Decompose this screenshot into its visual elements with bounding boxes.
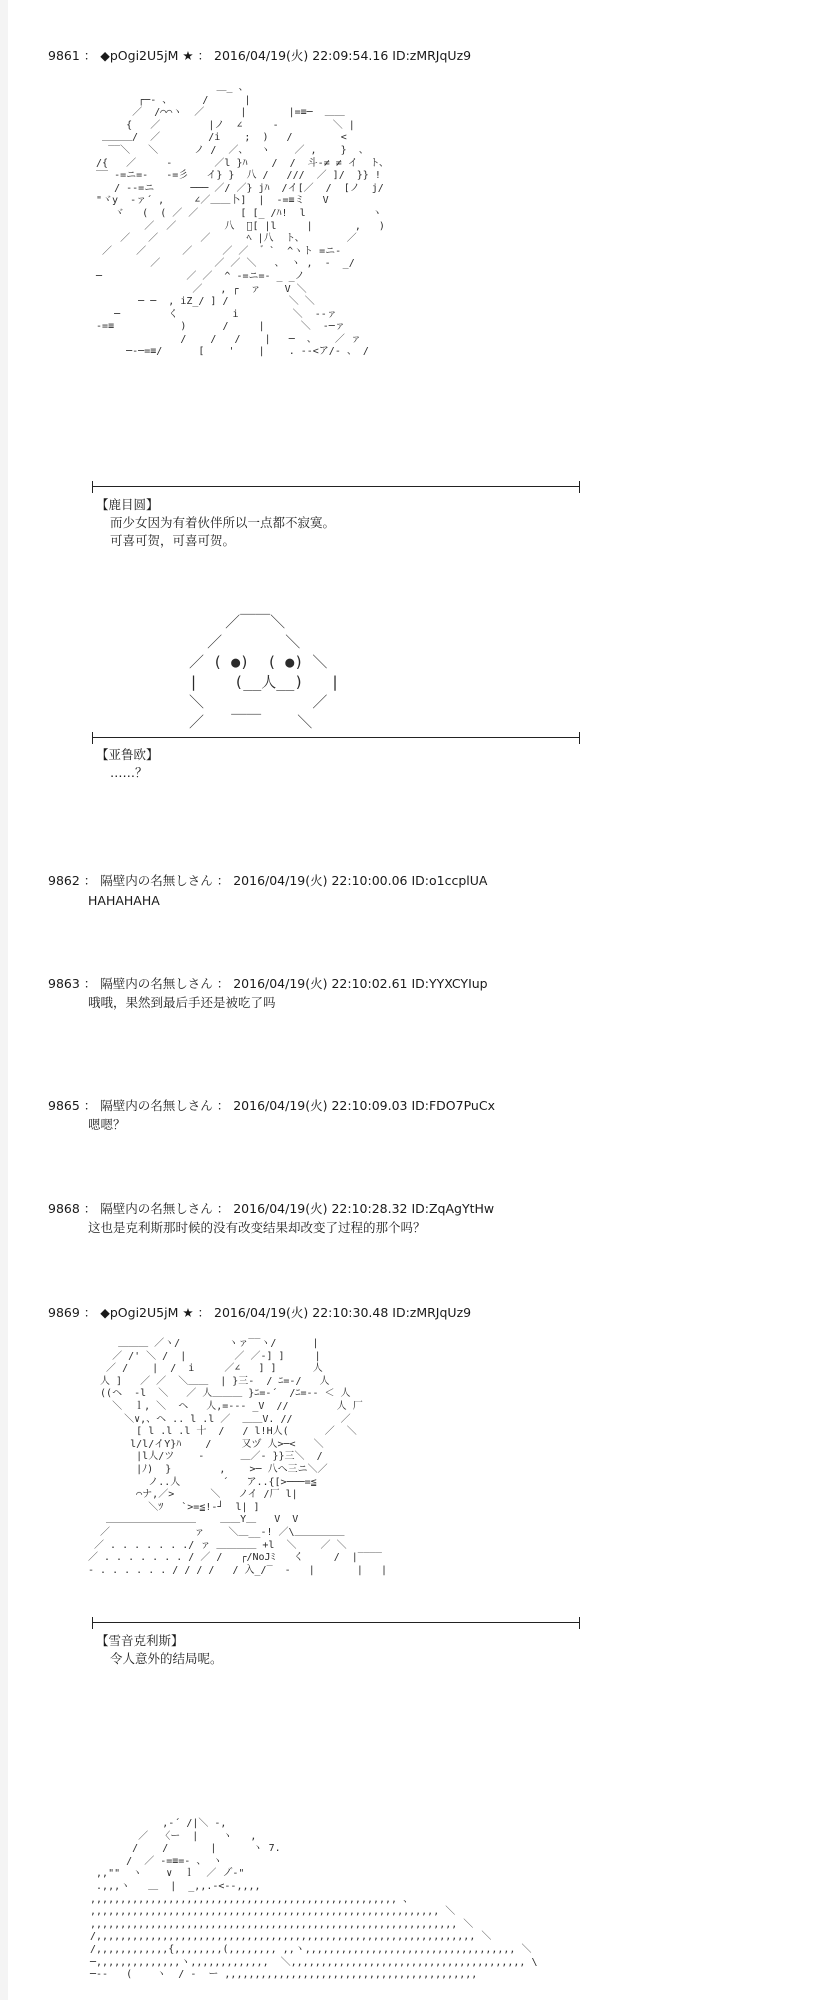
speaker-name: 【鹿目圆】 <box>96 497 159 512</box>
post-header: 9865 ： 隔壁内の名無しさん ： 2016/04/19(火) 22:10:09.03 ID:FDO7PuCx <box>48 1098 495 1113</box>
post-body: HAHAHAHA <box>88 893 160 908</box>
ascii-art-chris: ＿＿＿ ／ヽ/ ヽァ‾‾ヽ/ | ／ /' ＼ / | ／ ／‐] ] | ／ / | / i ／∠ ] ] 人 人 ] ／ ／ ＼＿＿ | }三- / ﾆ=‐/ 人 ((ヘ ‐l ＼ ／ 人＿＿＿ }ﾆ=‐´ /ﾆ=‐- ＜ 人 ＼ ｌ, ＼ ヘ 人,=‐‐‐ _V // 人 厂 ＼∨,、ヘ .. l .l ／ ＿＿V. // ／ [ l .l .l 十 / / l!H人( ／ ＼ l/l/イY}ﾊ / 又ヅ 人>─< ＼ |l人/ツ ‐ ＿／‐ }}三＼ / |ﾉ) } , >─ 八へ三ニ＼／ ノ..人 ´ ア..{[>───=≦ ⌒ナ,／> ＼ ノイ /厂 l| ＼ﾂ `>=≦!‐┘ l| ] ＿＿＿＿＿＿＿＿＿ ＿＿Y＿ V V ／ ァ ＼＿__‐! ／\＿＿＿＿＿ ／ . . . . . . ./ ァ ＿＿＿＿ +l ＼ ／ ＼ ／ . . . . . . . / ／ / ┌/NoJﾐ く / |‾‾‾‾ ‐ . . . . . . / / / / / 入_/‾ ‐ | | | <box>88 1338 387 1576</box>
post-body: 嗯嗯？ <box>88 1117 126 1132</box>
post-header: 9861 ： ◆pOgi2U5jM ★ ： 2016/04/19(火) 22:09:54.16 ID:zMRJqUz9 <box>48 48 472 63</box>
ascii-art-yaruo: ／￣￣＼ ／ ＼ ／ ( ●) ( ●) ＼ | (__人__) | ＼ ／ ／ ￣￣ ＼ <box>189 613 340 731</box>
post-body: 哦哦，果然到最后手还是被吃了吗 <box>88 995 276 1010</box>
post-header: 9868 ： 隔壁内の名無しさん ： 2016/04/19(火) 22:10:28.32 ID:ZqAgYtHw <box>48 1201 495 1216</box>
speech-line: 令人意外的结局呢。 <box>110 1651 223 1666</box>
speech-line: 而少女因为有着伙伴所以一点都不寂寞。 <box>110 515 336 530</box>
post-header: 9863 ： 隔壁内の名無しさん ： 2016/04/19(火) 22:10:02.61 ID:YYXCYIup <box>48 976 488 991</box>
post-body: 这也是克利斯那时候的没有改变结果却改变了过程的那个吗？ <box>88 1220 426 1235</box>
dialogue-divider <box>92 1622 580 1623</box>
speech-line: ……？ <box>110 765 148 780</box>
speaker-name: 【亚鲁欧】 <box>96 747 159 762</box>
ascii-art-madoka: ＿_ 、 ┌─‐ 、 / | ／ /⌒⌒ヽ ／ | |=≡─ ＿＿ { ／ |ノ ∠ - ＼ | ＿＿＿/ ／ /i ; ) / < ‾‾＼ ＼ ノ / ／、 ヽ ／ , } 、 /{ ／ - ／l }ﾊ / / 斗‐≠ ≠ イ ト、 ‾‾ ‐=ニ=- -=彡 イ} } 八 / /// ／ ]/ }} ! / -‐=ニ ─── ／/ ／} jﾊ /イ[／ / [ノ j/ "ヾy ‐ァ´ , ∠／＿＿卜] | -=≡ミ V ヾ ( ( ／ ／ [ [_ /ﾊ! l ヽ ／ ／ 八 ゙[ |l | , ) ／ ／ ／ ﾍ |八 ト、 ／ ／ ／ ／ ／ ／ ゙ ` ^ヽト =ニ- ／ ／ ／ ＼ 、 ヽ , - _/ ─ ／ ／ ^ ‐=ニ=‐ _ _ノ ／ , ┌ ァ V ＼ ─ ─ , iZ_/ ] / ＼ ＼ ─ く i ＼ ‐‐ァ ‐=≡ ) / | ＼ ‐─ァ / / / | ─ 、 ／ ァ ─‐─=≡/ [ ' | . ‐‐<ア/‐ 、 / <box>96 82 389 358</box>
speaker-name: 【雪音克利斯】 <box>96 1633 184 1648</box>
left-gutter <box>0 0 8 2000</box>
dialogue-divider <box>92 486 580 487</box>
post-header: 9869 ： ◆pOgi2U5jM ★ ： 2016/04/19(火) 22:10:30.48 ID:zMRJqUz9 <box>48 1305 472 1320</box>
dialogue-divider <box>92 737 580 738</box>
ascii-art-bottom: ,‐´ /|＼ ‐, ／ 〈ー | ヽ , / / | ヽ 7. / ／ ‐=≡=‐ 、 ヽ ,,"" ヽ ∨ ｌ ／ ノ゙‐" .,,,ヽ ＿ | _,,.‐<‐‐,,,, ,,,,,,,,,,,,,,,,,,,,,,,,,,,,,,,,,,,,,,,,,,,,,,,,,,, 、 ,,,,,,,,,,,,,,,,,,,,,,,,,,,,,,,,,,,,,,,,,,,,,,,,,,,,,,,,,, ＼ ,,,,,,,,,,,,,,,,,,,,,,,,,,,,,,,,,,,,,,,,,,,,,,,,,,,,,,,,,,,,, ＼ /,,,,,,,,,,,,,,,,,,,,,,,,,,,,,,,,,,,,,,,,,,,,,,,,,,,,,,,,,,,,,,, ＼ /,,,,,,,,,,,,{,,,,,,,,(,,,,,,,, ,,ヽ,,,,,,,,,,,,,,,,,,,,,,,,,,,,,,,,,,, ＼ ─,,,,,,,,,,,,,,ヽ,,,,,,,,,,,,, ＼,,,,,,,,,,,,,,,,,,,,,,,,,,,,,,,,,,,,,,, \ ─‐‐ ( ヽ / ‐ ー ,,,,,,,,,,,,,,,,,,,,,,,,,,,,,,,,,,,,,,,,,, <box>90 1818 538 1981</box>
post-header: 9862 ： 隔壁内の名無しさん ： 2016/04/19(火) 22:10:00.06 ID:o1ccplUA <box>48 873 488 888</box>
speech-line: 可喜可贺，可喜可贺。 <box>110 533 236 548</box>
